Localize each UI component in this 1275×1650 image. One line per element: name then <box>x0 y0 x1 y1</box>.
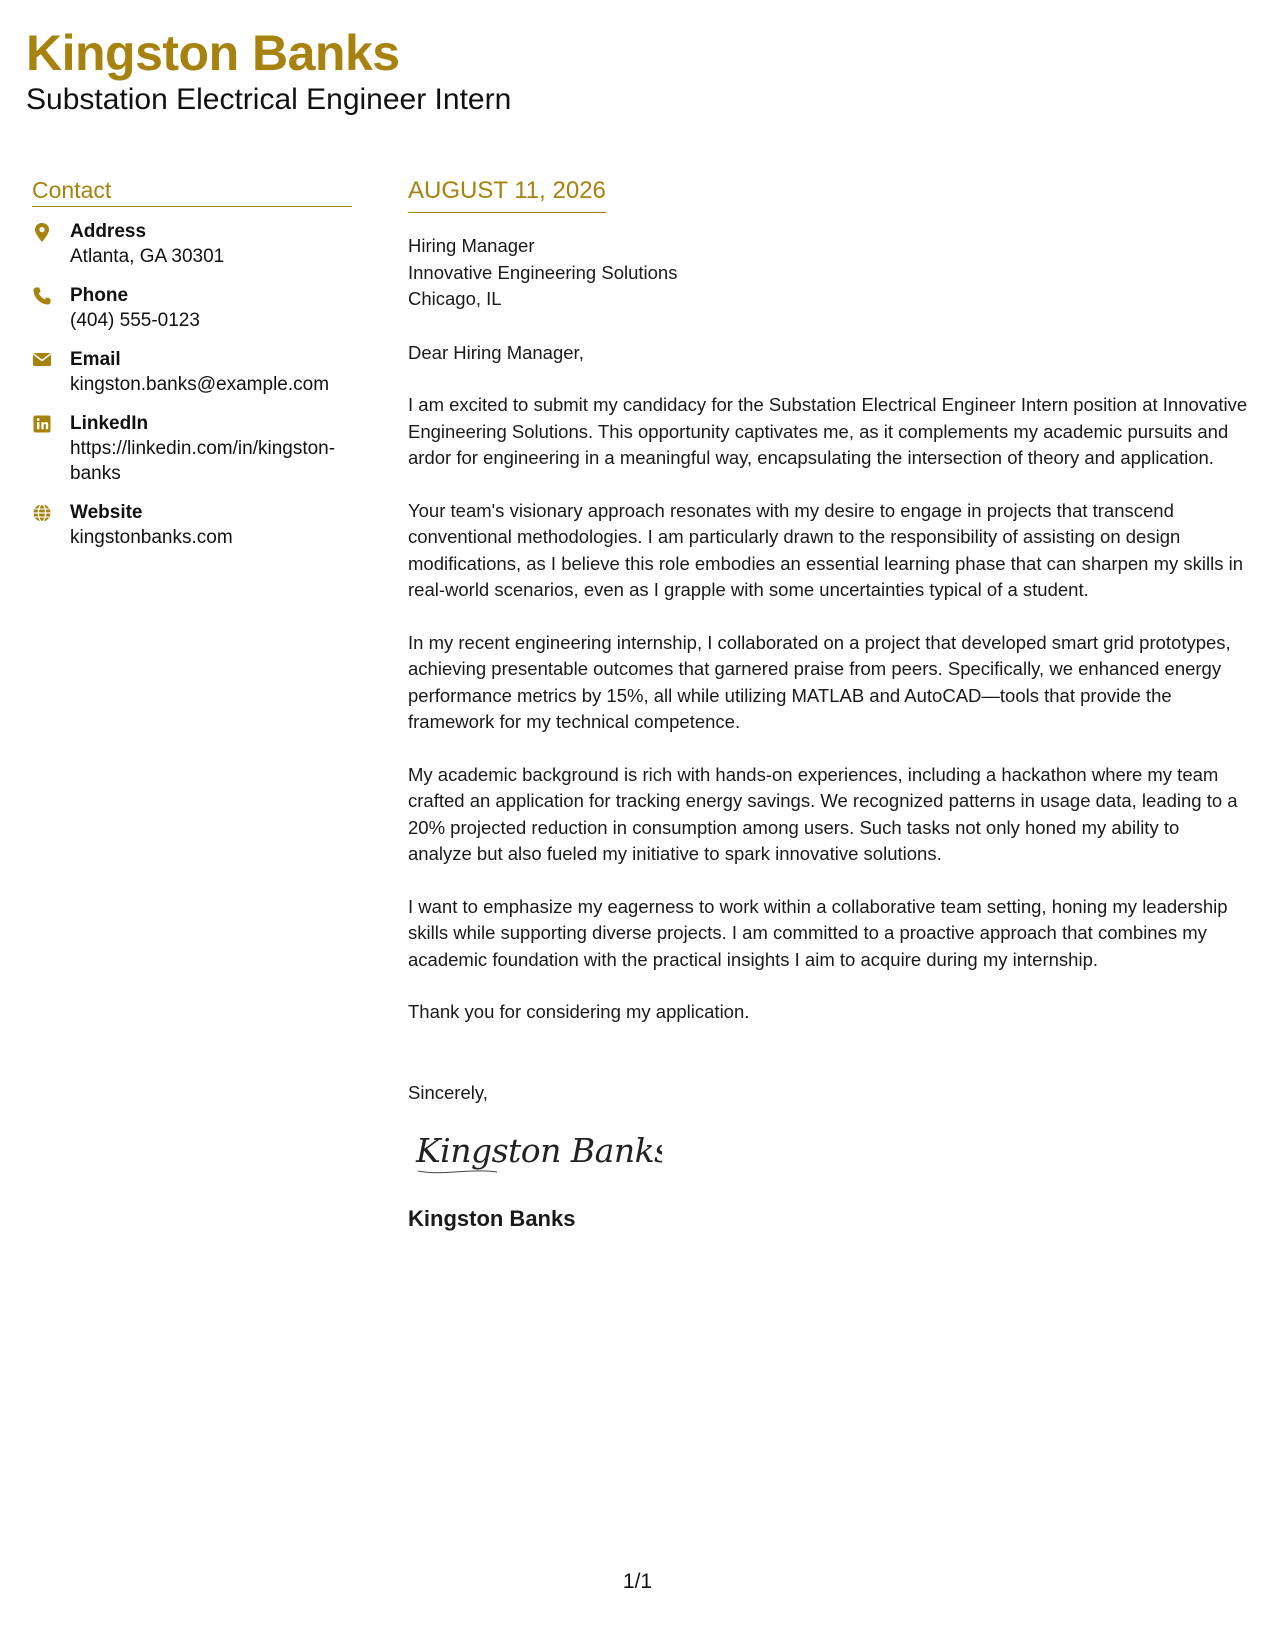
body-paragraph: I want to emphasize my eagerness to work within a collaborative team setting, honing my leadership skills while supporting diverse projects. I am committed to a proactive approach that combines my academic foundation with the practical insights I aim to acquire during my internship. <box>408 895 1228 970</box>
contact-item-linkedin <box>32 411 352 486</box>
recipient-line: Innovative Engineering Solutions <box>408 261 678 283</box>
salutation: Dear Hiring Manager, <box>408 341 584 363</box>
globe-icon <box>32 500 70 550</box>
contact-item-website <box>32 500 352 550</box>
signer-name: Kingston Banks <box>408 1206 576 1231</box>
address-value: Atlanta, GA 30301 <box>70 246 225 267</box>
linkedin-icon <box>32 411 70 486</box>
contact-item-address <box>32 219 352 269</box>
phone-icon <box>32 283 70 333</box>
body-paragraph: Thank you for considering my application. <box>408 1001 750 1022</box>
contact-label: Email <box>70 349 121 370</box>
letter-body <box>408 176 1248 1233</box>
email-icon <box>32 347 70 397</box>
letter-header <box>26 24 511 118</box>
body-paragraph: My academic background is rich with hands-on experiences, including a hackathon where my team crafted an application for tracking energy savings. We recognized patterns in usage data, leading to a 20% projected reduction in consumption among users. Such tasks not only honed my ability to analyze but also fueled my initiative to spark innovative solutions. <box>408 763 1238 864</box>
contact-label: LinkedIn <box>70 413 149 434</box>
map-pin-icon <box>32 219 70 269</box>
phone-value: (404) 555-0123 <box>70 310 200 331</box>
recipient-line: Hiring Manager <box>408 235 535 256</box>
website-value: kingstonbanks.com <box>70 527 233 548</box>
applicant-name: Kingston Banks <box>26 25 400 81</box>
recipient-line: Chicago, IL <box>408 288 502 309</box>
body-paragraph: I am excited to submit my candidacy for the Substation Electrical Engineer Intern position at Innovative Engineering Solutions. This opportunity captivates me, as it complements my academic pursuits and ardor for engineering in a meaningful way, encapsulating the intersection of theory and application. <box>408 394 1248 468</box>
closing: Sincerely, <box>408 1081 488 1103</box>
linkedin-value: https://linkedin.com/in/kingston-banks <box>70 438 336 484</box>
page-number: 1/1 <box>622 1570 653 1593</box>
contact-label: Website <box>70 502 143 523</box>
signature-text: Kingston Banks <box>416 1131 662 1170</box>
letter-date: AUGUST 11, 2026 <box>408 176 606 213</box>
applicant-job-title: Substation Electrical Engineer Intern <box>26 83 512 116</box>
contact-label: Phone <box>70 285 129 306</box>
contact-label: Address <box>70 221 147 242</box>
contact-item-email <box>32 347 352 397</box>
email-value: kingston.banks@example.com <box>70 374 330 395</box>
contact-item-phone <box>32 283 352 333</box>
body-paragraph: Your team's visionary approach resonates with my desire to engage in projects that transcend conventional methodologies. I am particularly drawn to the responsibility of assisting on design modifications, as I believe this role embodies an essential learning phase that can sharpen my skills in real-world scenarios, even as I grapple with some uncertainties typical of a student. <box>408 499 1244 600</box>
body-paragraph: In my recent engineering internship, I collaborated on a project that developed smart grid prototypes, achieving presentable outcomes that garnered praise from peers. Specifically, we enhanced energy performance metrics by 15%, all while utilizing MATLAB and AutoCAD—tools that provide the framework for my technical competence. <box>408 631 1231 732</box>
handwritten-signature <box>412 1124 1248 1185</box>
contact-sidebar <box>32 176 352 564</box>
recipient-block <box>408 233 1248 313</box>
contact-heading: Contact <box>32 176 352 207</box>
contact-list <box>32 219 352 550</box>
